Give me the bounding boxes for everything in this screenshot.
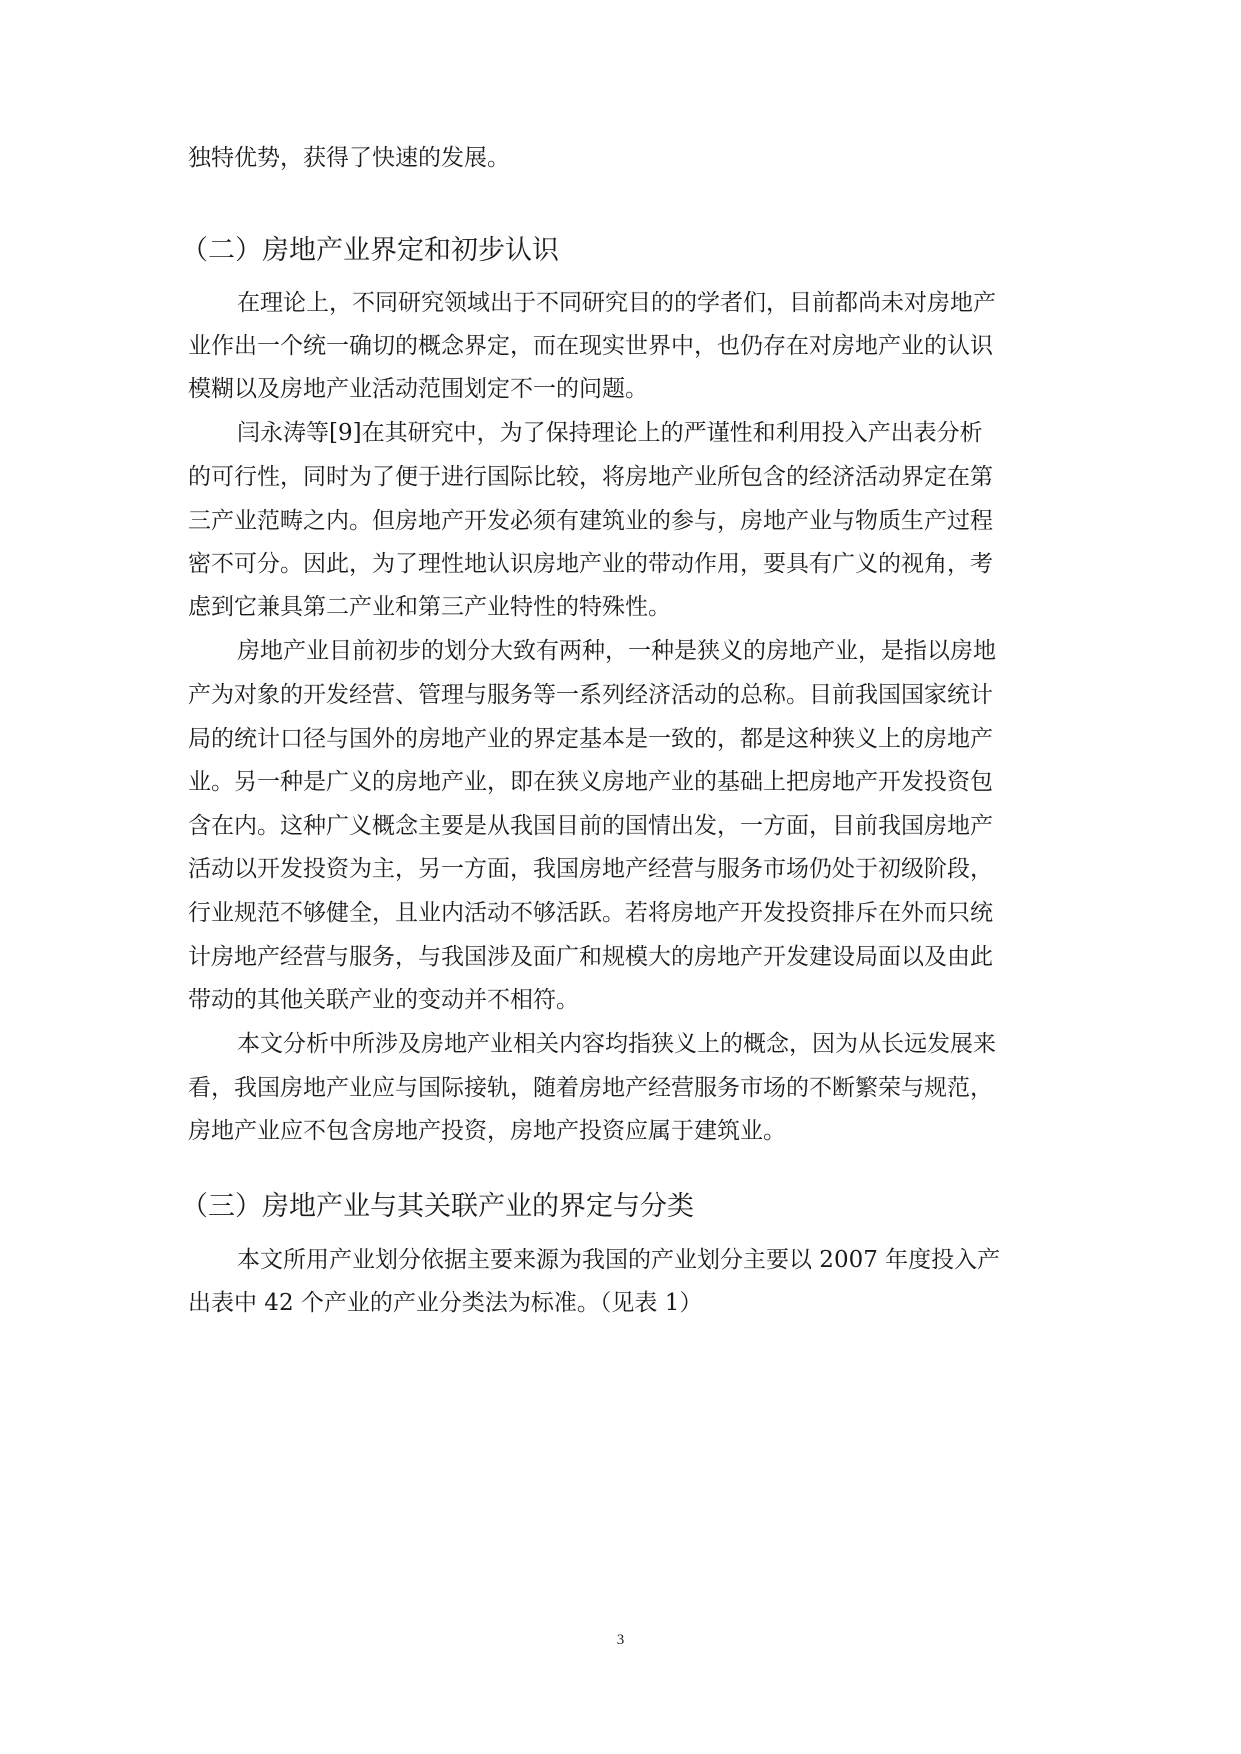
- paragraph-line: 本文分析中所涉及房地产业相关内容均指狭义上的概念，因为从长远发展来: [237, 1031, 996, 1057]
- page-number: 3: [616, 1632, 625, 1648]
- paragraph-line: 局的统计口径与国外的房地产业的界定基本是一致的，都是这种狭义上的房地产: [188, 726, 993, 752]
- paragraph-line: 在理论上，不同研究领域出于不同研究目的的学者们，目前都尚未对房地产: [237, 290, 996, 316]
- paragraph-line: 产为对象的开发经营、管理与服务等一系列经济活动的总称。目前我国国家统计: [188, 682, 993, 708]
- paragraph-line: 密不可分。因此，为了理性地认识房地产业的带动作用，要具有广义的视角，考: [188, 551, 993, 577]
- paragraph-line: 本文所用产业划分依据主要来源为我国的产业划分主要以 2007 年度投入产: [237, 1247, 1001, 1273]
- paragraph-line: 看，我国房地产业应与国际接轨，随着房地产经营服务市场的不断繁荣与规范，: [188, 1075, 993, 1101]
- section-heading: （三）房地产业与其关联产业的界定与分类: [181, 1191, 694, 1222]
- paragraph-line: 活动以开发投资为主，另一方面，我国房地产经营与服务市场仍处于初级阶段，: [188, 856, 993, 882]
- section-heading: （二）房地产业界定和初步认识: [181, 235, 559, 266]
- paragraph-line: 闫永涛等[9]在其研究中，为了保持理论上的严谨性和利用投入产出表分析: [237, 420, 983, 446]
- paragraph-line: 行业规范不够健全，且业内活动不够活跃。若将房地产开发投资排斥在外而只统: [188, 900, 993, 926]
- paragraph-line: 模糊以及房地产业活动范围划定不一的问题。: [188, 376, 648, 402]
- paragraph-line: 的可行性，同时为了便于进行国际比较，将房地产业所包含的经济活动界定在第: [188, 464, 993, 490]
- paragraph-line: 带动的其他关联产业的变动并不相符。: [188, 987, 579, 1013]
- paragraph-line: 三产业范畴之内。但房地产开发必须有建筑业的参与，房地产业与物质生产过程: [188, 508, 993, 534]
- paragraph-line: 房地产业目前初步的划分大致有两种，一种是狭义的房地产业，是指以房地: [237, 638, 996, 664]
- paragraph-line: 业。另一种是广义的房地产业，即在狭义房地产业的基础上把房地产开发投资包: [188, 769, 993, 795]
- paragraph-line: 出表中 42 个产业的产业分类法为标准。（见表 1）: [188, 1290, 703, 1316]
- paragraph-line: 含在内。这种广义概念主要是从我国目前的国情出发，一方面，目前我国房地产: [188, 813, 993, 839]
- paragraph-line: 计房地产经营与服务，与我国涉及面广和规模大的房地产开发建设局面以及由此: [188, 944, 993, 970]
- paragraph-line: 独特优势，获得了快速的发展。: [188, 145, 510, 171]
- paragraph-line: 虑到它兼具第二产业和第三产业特性的特殊性。: [188, 594, 671, 620]
- paragraph-line: 房地产业应不包含房地产投资，房地产投资应属于建筑业。: [188, 1118, 786, 1144]
- paragraph-line: 业作出一个统一确切的概念界定，而在现实世界中，也仍存在对房地产业的认识: [188, 333, 993, 359]
